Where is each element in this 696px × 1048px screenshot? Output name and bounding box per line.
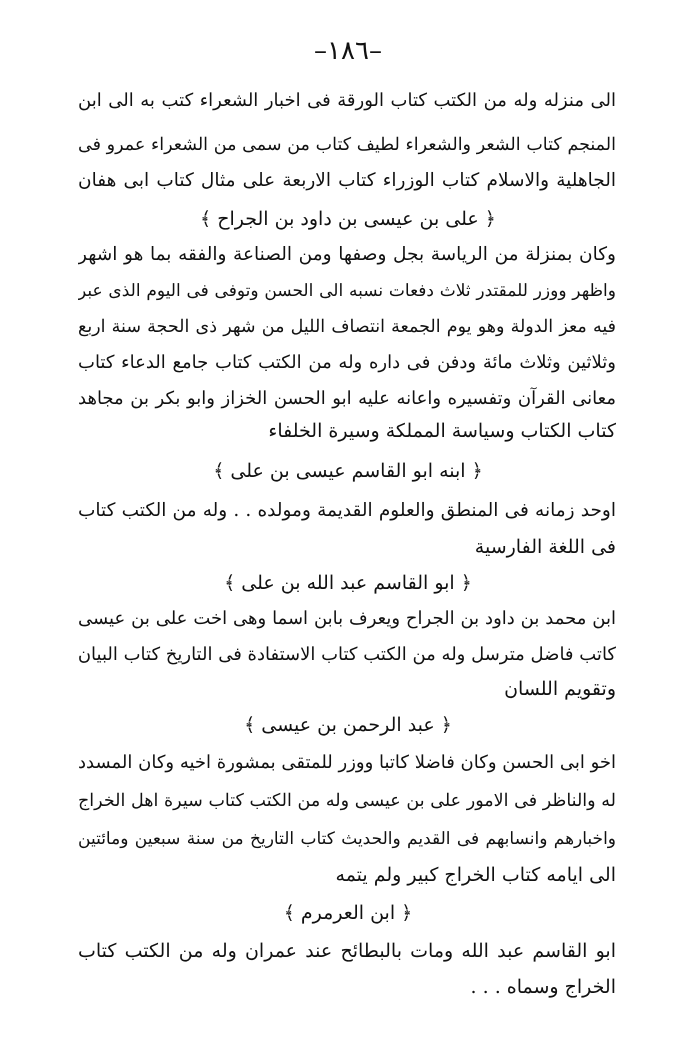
section-heading: ﴿ ابو القاسم عبد الله بن على ﴾ <box>224 572 472 594</box>
page-number: –١٨٦– <box>314 36 382 66</box>
text-line: واظهر ووزر للمقتدر ثلاث دفعات نسبه الى الحسن وتوفى فى اليوم الذى عبر <box>78 281 616 301</box>
text-line: واخبارهم وانسابهم فى القديم والحديث كتاب التاريخ من سنة سبعين ومائتين <box>78 829 616 849</box>
text-line: الخراج وسماه . . . <box>470 976 616 998</box>
text-line: الى منزله وله من الكتب كتاب الورقة فى اخبار الشعراء كتب به الى ابن <box>78 90 616 111</box>
text-line: فى اللغة الفارسية <box>474 536 616 558</box>
section-heading: ﴿ ابنه ابو القاسم عيسى بن على ﴾ <box>213 460 483 482</box>
text-line: الجاهلية والاسلام كتاب الوزراء كتاب الاربعة على مثال كتاب ابى هفان <box>78 170 616 191</box>
text-line: وثلاثين وثلاث مائة ودفن فى داره وله من الكتب كتاب جامع الدعاء كتاب <box>78 352 616 373</box>
text-line: وتقويم اللسان <box>504 678 616 700</box>
text-line: اوحد زمانه فى المنطق والعلوم القديمة ومولده . . وله من الكتب كتاب <box>78 500 616 521</box>
text-line: اخو ابى الحسن وكان فاضلا كاتبا ووزر للمتقى بمشورة اخيه وكان المسدد <box>78 752 616 773</box>
text-line: فيه معز الدولة وهو يوم الجمعة انتصاف الليل من شهر ذى الحجة سنة اربع <box>78 317 616 337</box>
text-line: ابو القاسم عبد الله ومات بالبطائح عند عمران وله من الكتب كتاب <box>78 940 616 962</box>
text-line: ابن محمد بن داود بن الجراح ويعرف بابن اسما وهى اخت على بن عيسى <box>78 608 616 629</box>
text-line: المنجم كتاب الشعر والشعراء لطيف كتاب من سمى من الشعراء عمرو فى <box>78 135 616 155</box>
section-heading: ﴿ على بن عيسى بن داود بن الجراح ﴾ <box>200 208 496 230</box>
section-heading: ﴿ ابن العرمرم ﴾ <box>283 902 413 924</box>
section-heading: ﴿ عبد الرحمن بن عيسى ﴾ <box>244 714 452 736</box>
text-line: كتاب الكتاب وسياسة المملكة وسيرة الخلفاء <box>268 420 616 442</box>
text-line: كاتب فاضل مترسل وله من الكتب كتاب الاستفادة فى التاريخ كتاب البيان <box>78 644 616 665</box>
text-line: معانى القرآن وتفسيره واعانه عليه ابو الحسن الخزاز وابو بكر بن مجاهد <box>78 388 616 409</box>
text-line: وكان بمنزلة من الرياسة بجل وصفها ومن الصناعة والفقه بما هو اشهر <box>78 244 616 265</box>
text-line: له والناظر فى الامور على بن عيسى وله من الكتب كتاب سيرة اهل الخراج <box>78 791 616 811</box>
text-line: الى ايامه كتاب الخراج كبير ولم يتمه <box>335 864 616 886</box>
